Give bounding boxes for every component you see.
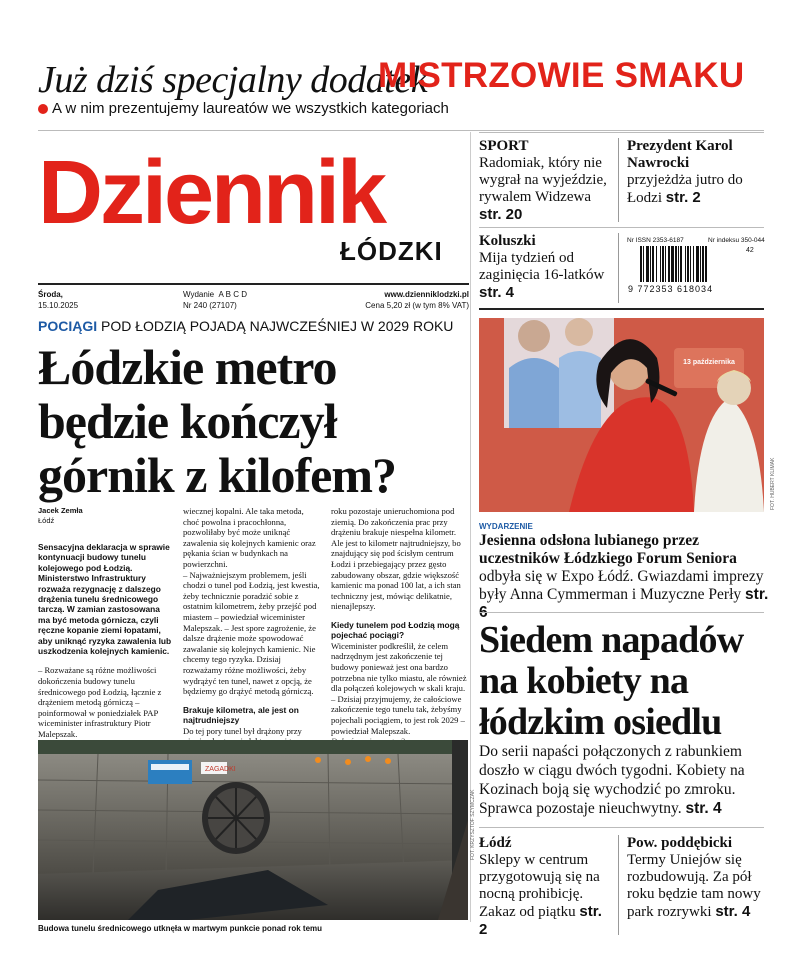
article-body: Wiceminister podkreślił, że celem nadrzędnym jest zakończenie tej budowy ponieważ jest ona bardzo potrzebna nie tylko miastu, ale również dla połączeń kolejowych w skali kraju. – Dzisiaj przyjmujemy, że całościowe zakończenie tego tunelu tak, żebyśmy pojechali pociągiem, to jest rok 2029 – powiedział Malepszak. (331, 640, 467, 736)
main-headline[interactable]: Łódzkie metro będzie kończył górnik z kilofem? (38, 339, 396, 503)
photo-credit: FOT. HUBERT KLIMAK (770, 457, 776, 510)
masthead-rule (38, 283, 469, 285)
sign-label: ZAGADKI (205, 766, 236, 773)
story2-headline[interactable]: Siedem napadów na kobiety na łódzkim osiedlu (479, 619, 744, 743)
divider (479, 132, 764, 133)
promo-title[interactable]: MISTRZOWIE SMAKU (378, 56, 745, 95)
teaser-poddebicki[interactable] (627, 835, 767, 921)
divider (479, 227, 764, 228)
issue-edition: Wydanie A B C D Nr 240 (27107) (183, 290, 247, 310)
banner-text: 13 października (683, 359, 735, 366)
article-body: – Rozważane są różne możliwości dokończenia budowy tunelu średnicowego pod Łodzią, łącznie z drążeniem metodą górniczą – poinformował w poniedziałek PAP wiceminister infrastruktury Piotr Malepszak. (38, 665, 162, 740)
issue-url-price: www.dzienniklodzki.pl Cena 5,20 zł (w tym 8% VAT) (365, 290, 469, 310)
issue-date: Środa, 15.10.2025 (38, 290, 79, 310)
teaser-text: Radomiak, który nie wygrał na wyjeździe, rywalem Widzewa str. 20 (479, 155, 607, 223)
author: Jacek Zemła Łódź (38, 506, 83, 525)
column-divider (618, 233, 619, 303)
article-body: wiecznej kopalni. Ale taka metoda, choć powolna i pracochłonna, pozwoliłaby być może uniknąć zawalenia się kolejnych kamienic oraz pękania ścian w budynkach na powierzchni. – Najważniejszym problemem, jeśli chodzi o tunel pod Łodzią, jest kwestia, żeby technicznie poradzić sobie z ostatnim kilometrem, żeby przejść pod miastem – powiedział wiceminister Malepszak. – Jest spore zagrożenie, że dalsze drążenie może spowodować zawalanie się kolejnych kamienic. Nie chcemy tego ryzyka. Dzisiaj rozważamy różne możliwości, żeby wydrążyć ten tunel, nawet z opcją, że będziemy go drążyć metodą górniczą. (183, 506, 320, 697)
bullet-dot-icon (38, 104, 48, 114)
teaser-text: przyjeżdża jutro do Łodzi str. 2 (627, 172, 743, 206)
promo-subtitle: A w nim prezentujemy laureatów we wszystkich kategoriach (52, 100, 449, 117)
tunnel-photo (38, 740, 468, 920)
article-subhead: Brakuje kilometra, ale jest on najtrudniejszy (183, 704, 299, 726)
column-divider (618, 835, 619, 935)
article-lead: Sensacyjna deklaracja w sprawie kontynuacji budowy tunelu kolejowego pod Łodzią. Ministerstwo Infrastruktury rozważa rezygnację z dalszego drążenia tunelu średnicowego tarczą. W zamian zastosowana ma być metoda górnicza, czyli ręczne kopanie ziemi łopatami, aby uniknąć ryzyka zawalenia lub uszkodzenia kolejnych kamienic. (38, 542, 172, 657)
column-divider (618, 138, 619, 222)
teaser-text: Sklepy w centrum przygotowują się na nocną prohibicję. Zakaz od piątku str. 2 (479, 852, 602, 938)
teaser-sport[interactable] (479, 138, 614, 224)
event-kicker: WYDARZENIE (479, 522, 533, 531)
divider (38, 130, 764, 131)
newspaper-logo[interactable]: Dziennik (38, 143, 385, 243)
index-number: Nr indeksu 350-044 (708, 237, 765, 244)
event-title[interactable]: Jesienna odsłona lubianego przez uczestników Łódzkiego Forum Seniora (479, 532, 737, 567)
barcode-number: 9 772353 618034 (628, 284, 714, 294)
article-body: Do tej pory tunel był drążony przy (183, 725, 302, 736)
divider (479, 612, 764, 613)
teaser-text: Mija tydzień od zaginięcia 16-latków str. 4 (479, 250, 605, 301)
teaser-kicker: Pow. poddębicki (627, 835, 733, 851)
article-body: roku pozostaje unieruchomiona pod ziemią. Do zakończenia prac przy drążeniu brakuje niespełna kilometr. Ale jest to kilometr najtrudniejszy, bo znajdujący się pod ścisłym centrum Łodzi i przebiegający przez gęsto zabudowany obszar, gdzie większość kamienic ma ponad 100 lat, a ich stan techniczny jest, mówiąc delikatnie, nienajlepszy. (331, 506, 461, 612)
rule (479, 308, 764, 310)
event-text: odbyła się w Expo Łódź. Gwiazdami imprezy były Anna Cymmerman i Muzyczne Perły str. (479, 568, 769, 603)
teaser-text: Termy Uniejów się rozbudowują. Za pół roku będzie tam nowy park rozrywki str. 4 (627, 852, 761, 920)
issn: Nr ISSN 2353-6187 (627, 237, 684, 244)
event-photo (479, 318, 764, 512)
teaser-koluszki[interactable] (479, 233, 614, 302)
divider (479, 827, 764, 828)
article-subhead: Kiedy tunelem pod Łodzią mogą pojechać pociągi? (331, 619, 460, 641)
promo-lead[interactable]: Już dziś specjalny dodatek (38, 59, 428, 101)
teaser-kicker: SPORT (479, 138, 529, 154)
teaser-lodz[interactable] (479, 835, 614, 939)
barcode-icon (640, 246, 762, 284)
barcode-addon: 42 (746, 247, 754, 254)
photo-caption: Budowa tunelu średnicowego utknęła w martwym punkcie ponad rok temu (38, 924, 323, 933)
article-col-1 (38, 506, 173, 771)
teaser-kicker: Koluszki (479, 233, 536, 249)
story2-text: Do serii napaści połączonych z rabunkiem doszło w ciągu dwóch tygodni. Kobiety na Kozinach boją się wychodzić po zmroku. Sprawca pozostaje nieuchwytny. str. 4 (479, 743, 745, 817)
teaser-kicker: Prezydent Karol Nawrocki (627, 138, 733, 171)
article-col-3 (331, 506, 469, 747)
teaser-kicker: Łódź (479, 835, 512, 851)
article-col-2 (183, 506, 320, 757)
photo-credit: FOT. KRZYSZTOF SZYMCZAK (470, 789, 476, 860)
teaser-president[interactable] (627, 138, 767, 207)
newspaper-logo-sub: ŁÓDZKI (340, 236, 443, 266)
topic-line: POCIĄGI POD ŁODZIĄ POJADĄ NAJWCZEŚNIEJ W 2029 ROKU (38, 318, 454, 334)
